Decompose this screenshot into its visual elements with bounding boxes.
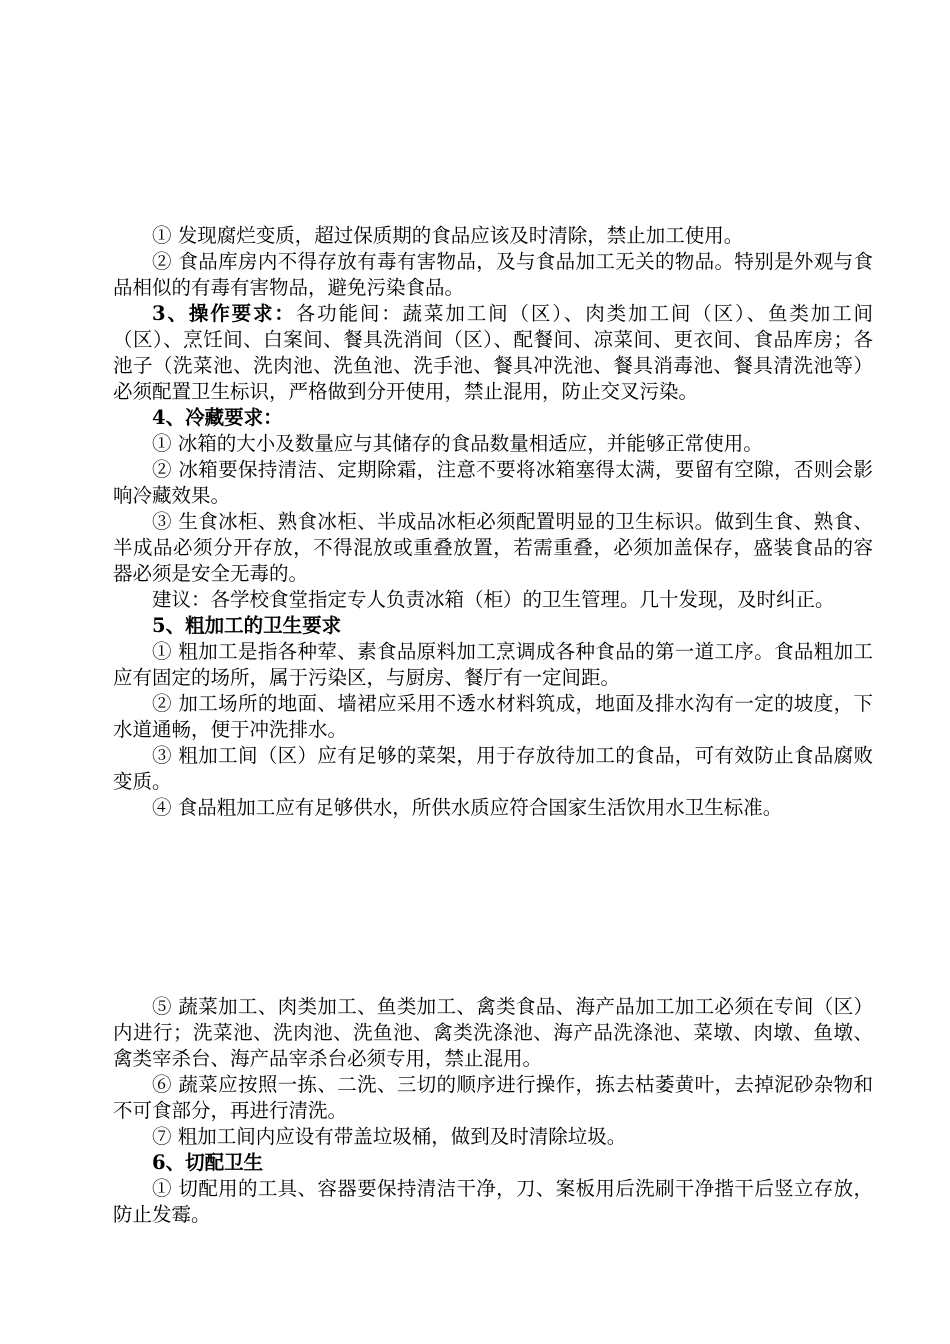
operation-requirements-text: 各功能间：蔬菜加工间（区）、肉类加工间（区）、鱼类加工间（区）、烹饪间、白案间、餐具洗消间（区）、配餐间、凉菜间、更衣间、食品库房；各池子（洗菜池、洗肉池、洗鱼池、洗手池、餐具冲洗池、餐具消毒池、餐具清洗池等）必须配置卫生标识，严格做到分开使用，禁止混用，防止交叉污染。 <box>113 302 873 403</box>
section-storage-cold-rough <box>113 223 873 821</box>
paragraph-fridge-1: ① 冰箱的大小及数量应与其储存的食品数量相适应，并能够正常使用。 <box>152 432 763 455</box>
heading-refrigeration: 4、冷藏要求： <box>152 406 283 429</box>
paragraph-operation-requirements <box>113 301 873 405</box>
section-rough-cont-cutting <box>113 994 873 1228</box>
paragraph-rough-4: ④ 食品粗加工应有足够供水，所供水质应符合国家生活饮用水卫生标准。 <box>152 796 783 819</box>
paragraph-fridge-3: ③ 生食冰柜、熟食冰柜、半成品冰柜必须配置明显的卫生标识。做到生食、熟食、半成品必须分开存放，不得混放或重叠放置，若需重叠，必须加盖保存，盛装食品的容器必须是安全无毒的。 <box>113 510 873 585</box>
heading-operation-requirements: 3、操作要求： <box>152 302 296 325</box>
paragraph-rough-3: ③ 粗加工间（区）应有足够的菜架，用于存放待加工的食品，可有效防止食品腐败变质。 <box>113 744 873 793</box>
paragraph-item-1: ① 发现腐烂变质，超过保质期的食品应该及时清除，禁止加工使用。 <box>152 224 744 247</box>
paragraph-item-2: ② 食品库房内不得存放有毒有害物品，及与食品加工无关的物品。特别是外观与食品相似的有毒有害物品，避免污染食品。 <box>113 250 873 299</box>
paragraph-rough-5: ⑤ 蔬菜加工、肉类加工、鱼类加工、禽类食品、海产品加工加工必须在专间（区）内进行；洗菜池、洗肉池、洗鱼池、禽类洗涤池、海产品洗涤池、菜墩、肉墩、鱼墩、禽类宰杀台、海产品宰杀台必须专用，禁止混用。 <box>113 995 873 1070</box>
paragraph-cutting-1: ① 切配用的工具、容器要保持清洁干净，刀、案板用后洗刷干净揩干后竖立存放，防止发霉。 <box>113 1177 873 1226</box>
paragraph-suggestion: 建议：各学校食堂指定专人负责冰箱（柜）的卫生管理。几十发现，及时纠正。 <box>152 588 835 611</box>
heading-cutting-hygiene: 6、切配卫生 <box>152 1151 264 1174</box>
paragraph-rough-7: ⑦ 粗加工间内应设有带盖垃圾桶，做到及时清除垃圾。 <box>152 1125 627 1148</box>
paragraph-rough-1: ① 粗加工是指各种荤、素食品原料加工烹调成各种食品的第一道工序。食品粗加工应有固定的场所，属于污染区，与厨房、餐厅有一定间距。 <box>113 640 873 689</box>
paragraph-rough-2: ② 加工场所的地面、墙裙应采用不透水材料筑成，地面及排水沟有一定的坡度，下水道通畅，便于冲洗排水。 <box>113 692 873 741</box>
paragraph-rough-6: ⑥ 蔬菜应按照一拣、二洗、三切的顺序进行操作，拣去枯萎黄叶，去掉泥砂杂物和不可食部分，再进行清洗。 <box>113 1073 873 1122</box>
paragraph-fridge-2: ② 冰箱要保持清洁、定期除霜，注意不要将冰箱塞得太满，要留有空隙，否则会影响冷藏效果。 <box>113 458 873 507</box>
heading-rough-processing: 5、粗加工的卫生要求 <box>152 614 342 637</box>
